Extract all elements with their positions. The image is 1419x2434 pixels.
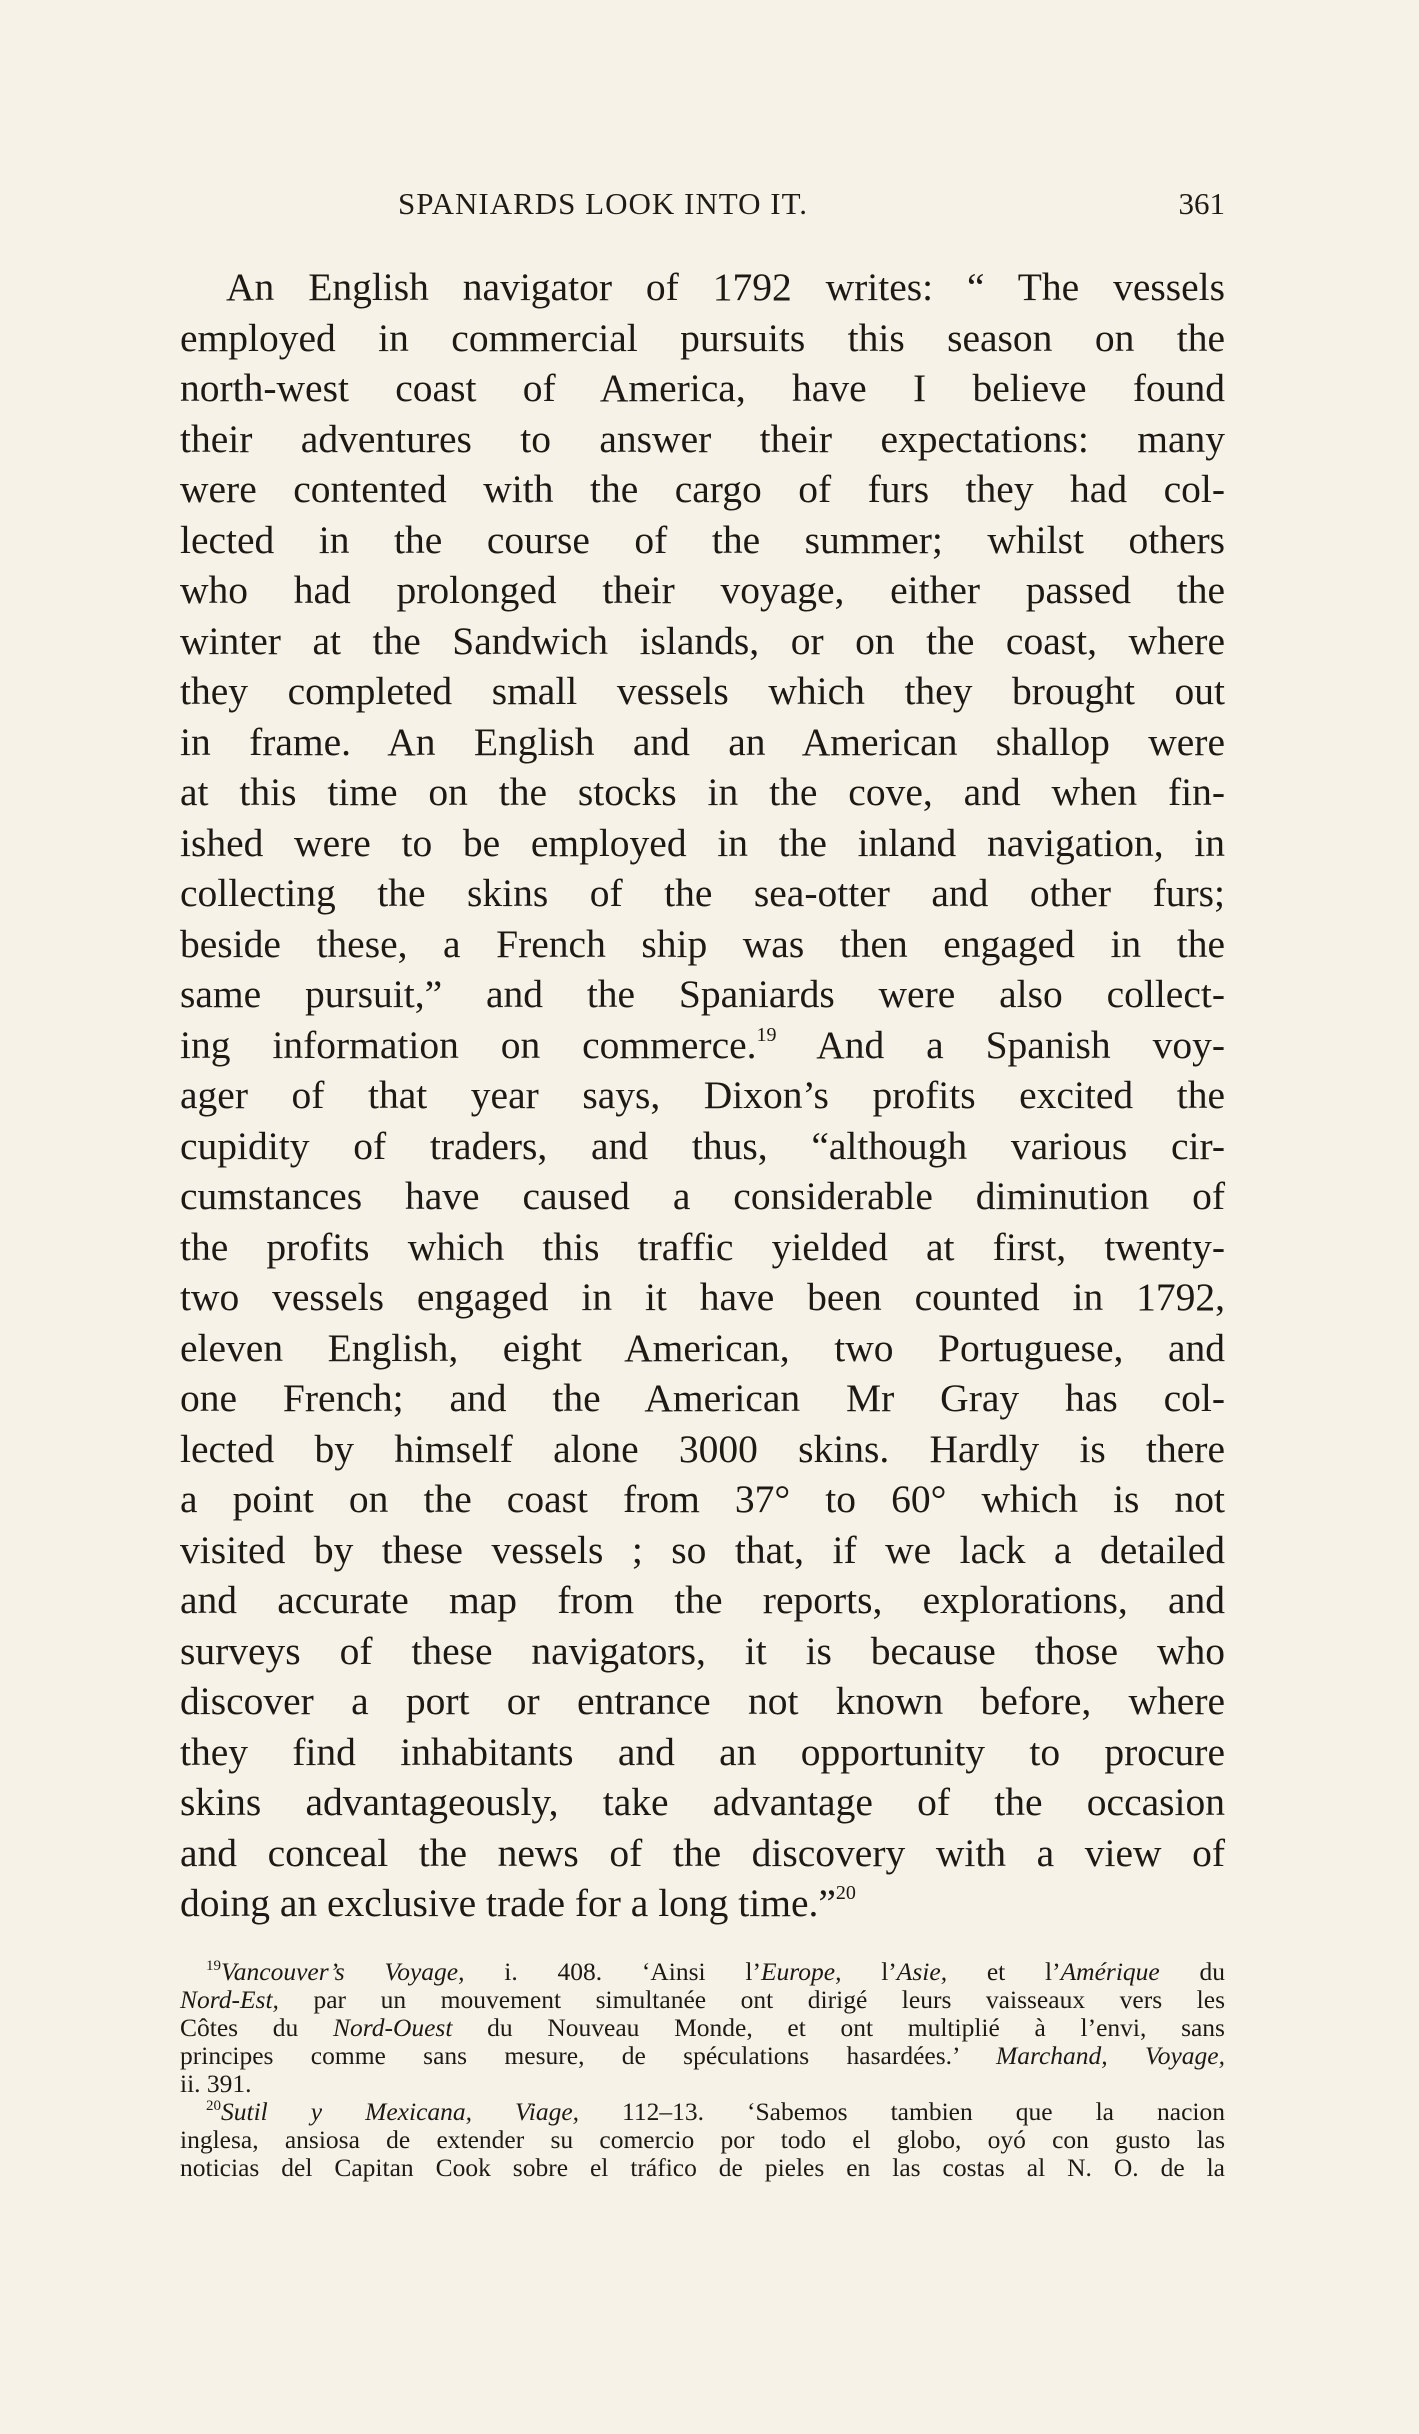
citation-title: Vancouver’s Voyage, [221, 1957, 465, 1986]
footnote-text: et l’ [947, 1957, 1061, 1986]
text-line: the profits which this traffic yielded at first, twenty- [180, 1224, 1225, 1269]
text-line: two vessels engaged in it have been counted in 1792, [180, 1275, 1225, 1319]
footnote-mark-20: 20 [206, 2098, 221, 2114]
text-line: winter at the Sandwich islands, or on the coast, where [180, 618, 1225, 663]
running-head: SPANIARDS LOOK INTO IT. [398, 186, 808, 221]
footnotes [180, 1958, 1225, 2182]
citation-title: Sutil y Mexicana, Viage, [221, 2097, 580, 2126]
text-line: collecting the skins of the sea-otter and other furs; [180, 871, 1225, 915]
text-line: discover a port or entrance not known before, where [180, 1679, 1225, 1723]
text-line-with-note [180, 1878, 1225, 1929]
footnote-19-line: ii. 391. [180, 2069, 252, 2098]
text-line-with-note [180, 1020, 1225, 1071]
text-line: same pursuit,” and the Spaniards were also collect- [180, 972, 1225, 1016]
footnote-text: l’ [841, 1957, 897, 1986]
footnote-text: i. 408. ‘Ainsi l’ [504, 1957, 761, 1986]
footnote-text: principes comme sans mesure, de spéculations hasardées.’ [180, 2041, 996, 2070]
footnote-20-line: noticias del Capitan Cook sobre el tráfico de pieles en las costas al N. O. de la [180, 2153, 1225, 2182]
text-line: a point on the coast from 37° to 60° which is not [180, 1477, 1225, 1521]
text-line: ager of that year says, Dixon’s profits excited the [180, 1073, 1225, 1117]
footnote-19-line [180, 1958, 1225, 1986]
text-line: in frame. An English and an American shallop were [180, 719, 1225, 764]
text-line: eleven English, eight American, two Portuguese, and [180, 1325, 1225, 1370]
text-line: cupidity of traders, and thus, “although various cir- [180, 1123, 1225, 1168]
text-line: skins advantageously, take advantage of the occasion [180, 1780, 1225, 1824]
page-header [180, 186, 1225, 226]
footnote-20-line: inglesa, ansiosa de extender su comercio por todo el globo, oyó con gusto las [180, 2125, 1225, 2154]
text-line: north-west coast of America, have I believe found [180, 366, 1225, 410]
text-fragment: And a Spanish voy- [816, 1022, 1225, 1067]
text-line: and accurate map from the reports, explorations, and [180, 1578, 1225, 1622]
text-line: were contented with the cargo of furs they had col- [180, 467, 1225, 511]
text-line: at this time on the stocks in the cove, and when fin- [180, 770, 1225, 814]
text-line: one French; and the American Mr Gray has col- [180, 1376, 1225, 1420]
text-line: their adventures to answer their expectations: many [180, 416, 1225, 461]
footnote-19-line [180, 1986, 1225, 2014]
footnote-20-line [180, 2098, 1225, 2126]
text-line: employed in commercial pursuits this season on the [180, 315, 1225, 360]
text-line: lected in the course of the summer; whilst others [180, 517, 1225, 562]
text-line: who had prolonged their voyage, either passed the [180, 568, 1225, 612]
text-line: cumstances have caused a considerable diminution of [180, 1174, 1225, 1218]
footnote-text: 112–13. ‘Sabemos tambien que la nacion [579, 2097, 1225, 2126]
footnote-italic: Asie, [896, 1957, 948, 1986]
footnote-italic: Europe, [760, 1957, 842, 1986]
text-line: they find inhabitants and an opportunity to procure [180, 1729, 1225, 1774]
footnote-italic: Amérique [1060, 1957, 1160, 1986]
text-line: they completed small vessels which they brought out [180, 669, 1225, 713]
footnote-text: Côtes du [180, 2013, 333, 2042]
body-paragraph [180, 262, 1225, 1929]
footnote-mark-19: 19 [206, 1958, 221, 1974]
footnote-italic: Marchand, Voyage, [995, 2041, 1225, 2070]
text-fragment: doing an exclusive trade for a long time.” [180, 1881, 836, 1925]
text-line: beside these, a French ship was then engaged in the [180, 921, 1225, 966]
footnote-19-line [180, 2014, 1225, 2042]
footnote-text: par un mouvement simultanée ont dirigé leurs vaisseaux vers les [278, 1985, 1225, 2014]
text-line: lected by himself alone 3000 skins. Hardly is there [180, 1426, 1225, 1471]
footnote-ref-19: 19 [756, 1023, 777, 1046]
footnote-19-line [180, 2042, 1225, 2070]
page-number: 361 [1178, 186, 1225, 221]
text-line: ished were to be employed in the inland navigation, in [180, 820, 1225, 865]
text-line: surveys of these navigators, it is because those who [180, 1628, 1225, 1673]
text-line: An English navigator of 1792 writes: “ The vessels [226, 265, 1225, 309]
footnote-text: du Nouveau Monde, et ont multiplié à l’envi, sans [452, 2013, 1225, 2042]
footnote-ref-20: 20 [835, 1882, 856, 1904]
footnote-text: du [1159, 1957, 1225, 1986]
footnote-italic: Nord-Est, [180, 1985, 279, 2014]
footnote-italic: Nord-Ouest [332, 2013, 453, 2042]
text-line: visited by these vessels ; so that, if we lack a detailed [180, 1527, 1225, 1572]
text-line: and conceal the news of the discovery with a view of [180, 1830, 1225, 1875]
text-fragment: ing information on commerce. [180, 1022, 757, 1067]
